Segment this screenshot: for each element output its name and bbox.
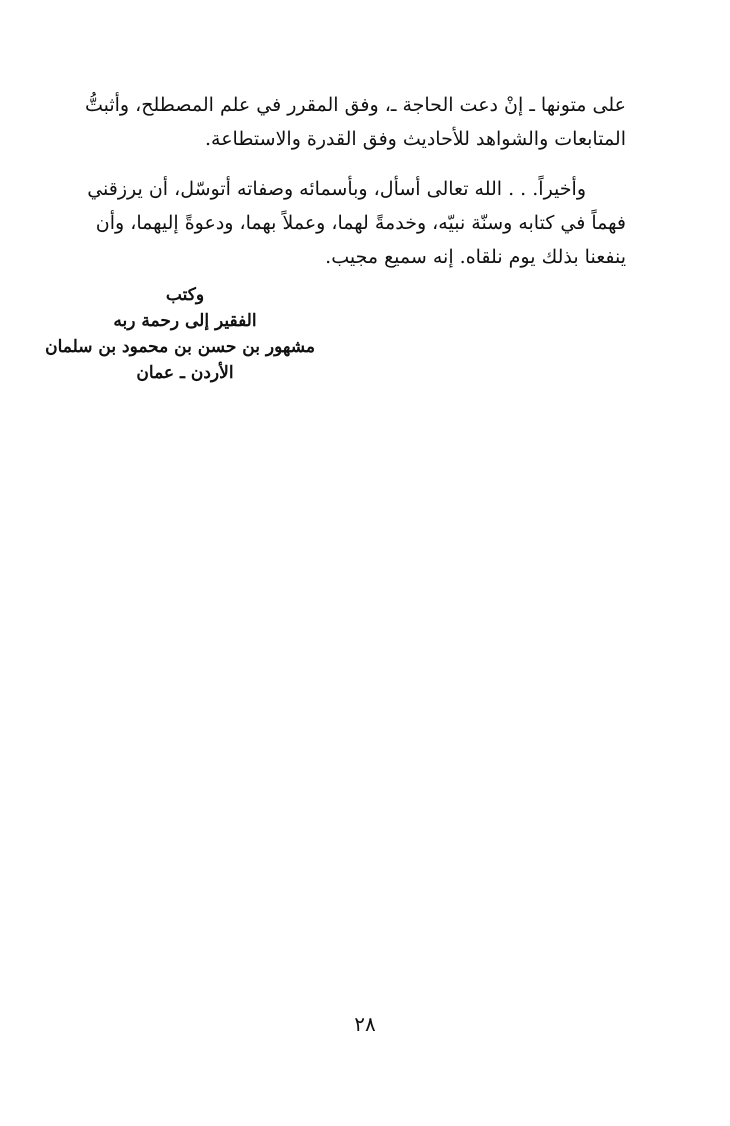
page-number: ٢٨ [354, 1012, 376, 1036]
paragraph-line: المتابعات والشواهد للأحاديث وفق القدرة والاستطاعة. [204, 128, 626, 150]
author-signature [45, 282, 315, 386]
paragraph-line: فهماً في كتابه وسنّة نبيّه، وخدمةً لهما، وعملاً بهما، ودعوةً إليهما، وأن [95, 212, 626, 234]
signature-wrote-label: وكتب [165, 285, 205, 305]
signature-location: الأردن ـ عمان [136, 363, 234, 383]
signature-humble-line: الفقير إلى رحمة ربه [113, 311, 257, 331]
paragraph-closing-prayer [70, 172, 626, 274]
paragraph-line: وأخيراً. . . الله تعالى أسأل، وبأسمائه وصفاته أتوسّل، أن يرزقني [87, 178, 586, 200]
paragraph-line: ينفعنا بذلك يوم نلقاه. إنه سميع مجيب. [325, 246, 626, 268]
paragraph-line: على متونها ـ إنْ دعت الحاجة ـ، وفق المقرر في علم المصطلح، وأثبتُّ [84, 94, 626, 116]
paragraph-methodology [70, 88, 626, 156]
signature-author-name: مشهور بن حسن بن محمود بن سلمان [45, 337, 315, 357]
